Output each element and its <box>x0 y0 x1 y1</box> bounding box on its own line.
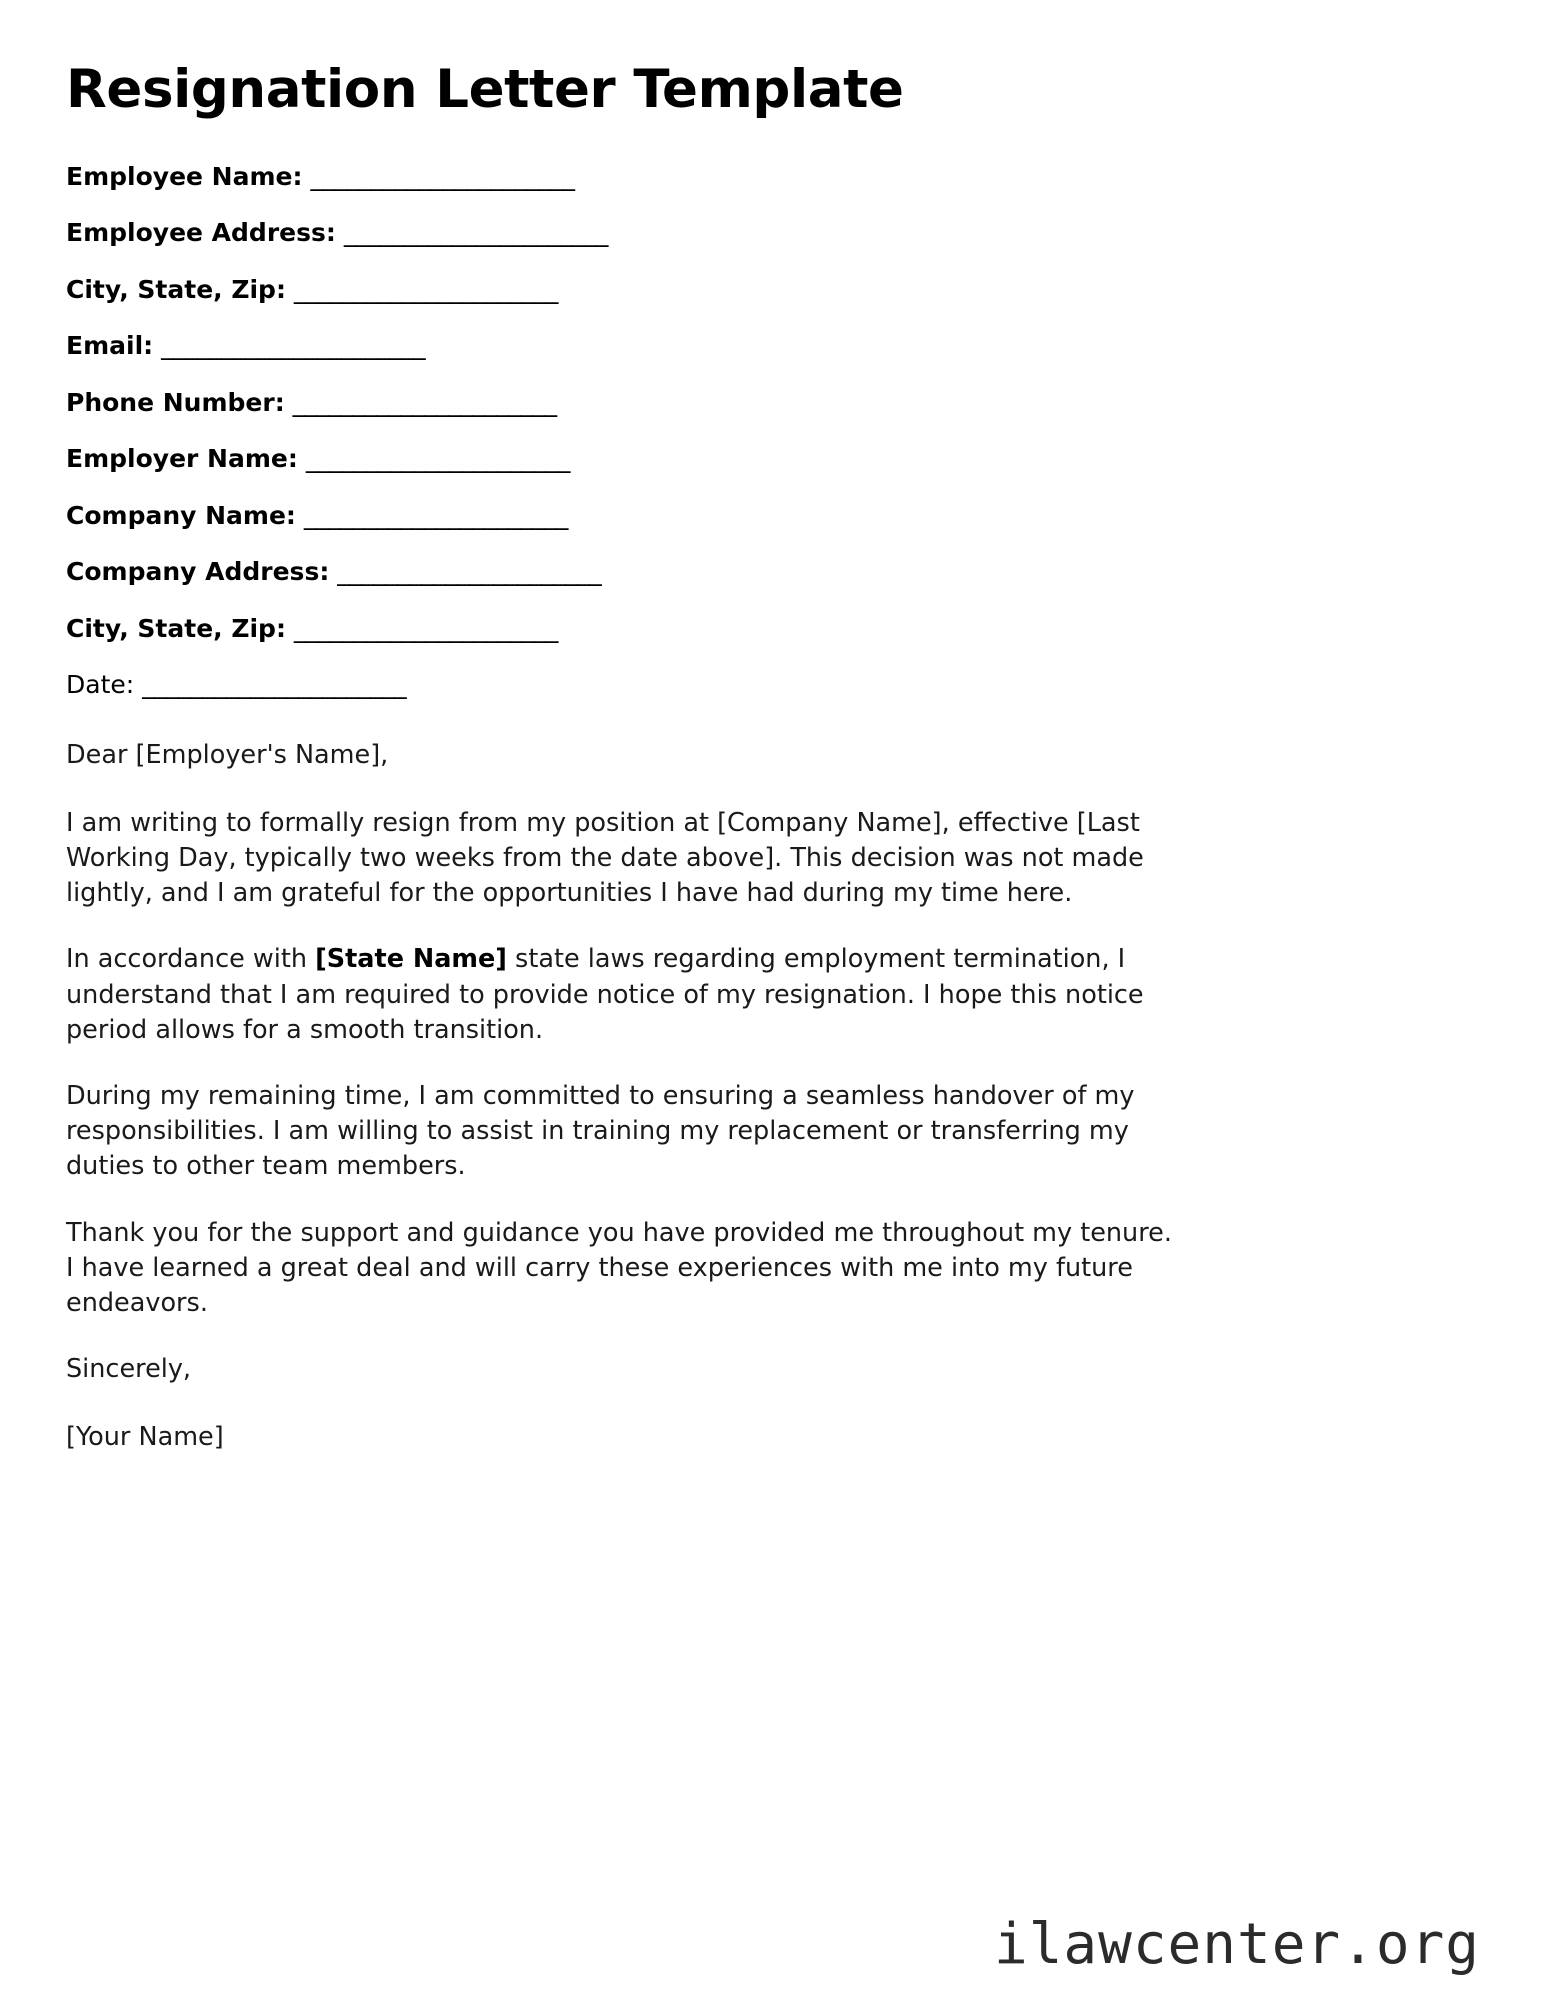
field-label-company-name: Company Name: <box>66 500 296 530</box>
field-label-email: Email: <box>66 331 154 361</box>
field-blank-company-name[interactable]: ______________________ <box>303 500 568 530</box>
field-label-date: Date: <box>66 670 135 700</box>
form-row-phone-number <box>66 388 1476 418</box>
footer-watermark: ilawcenter.org <box>993 1912 1480 1977</box>
paragraph-2-text-before-bold: In accordance with <box>66 944 316 975</box>
field-blank-employee-city-state-zip[interactable]: ______________________ <box>293 274 558 304</box>
form-row-company-city-state-zip <box>66 614 1476 644</box>
form-row-date <box>66 670 1476 700</box>
field-blank-company-city-state-zip[interactable]: ______________________ <box>293 613 558 643</box>
field-label-employee-name: Employee Name: <box>66 161 303 191</box>
field-label-employee-city-state-zip: City, State, Zip: <box>66 274 286 304</box>
letter-salutation: Dear [Employer's Name], <box>66 739 389 770</box>
form-fields-list <box>66 162 1476 700</box>
form-row-email <box>66 331 1476 361</box>
field-label-employer-name: Employer Name: <box>66 444 298 474</box>
form-row-company-name <box>66 501 1476 531</box>
letter-signature: [Your Name] <box>66 1422 224 1453</box>
page-title: Resignation Letter Template <box>66 59 904 120</box>
letter-paragraph-1: I am writing to formally resign from my position at [Company Name], effective [Last Working Day, typically two weeks from the date above]. This decision was not made lightly, and I am grateful for the opportunities I have had during my time here. <box>66 807 1144 909</box>
field-blank-employer-name[interactable]: ______________________ <box>305 444 570 474</box>
field-blank-employee-address[interactable]: ______________________ <box>343 218 608 248</box>
field-blank-employee-name[interactable]: ______________________ <box>310 161 575 191</box>
field-blank-phone-number[interactable]: ______________________ <box>292 387 557 417</box>
field-label-phone-number: Phone Number: <box>66 387 285 417</box>
paragraph-2-text-after-bold: state laws regarding employment termination, I understand that I am required to provide notice of my resignation. I hope this notice period allows for a smooth transition. <box>66 944 1144 1045</box>
form-row-employee-name <box>66 162 1476 192</box>
field-blank-date[interactable]: ______________________ <box>142 670 407 700</box>
form-row-employee-city-state-zip <box>66 275 1476 305</box>
form-row-employer-name <box>66 444 1476 474</box>
field-blank-email[interactable]: ______________________ <box>161 331 426 361</box>
state-name-placeholder: [State Name] <box>315 944 507 975</box>
field-blank-company-address[interactable]: ______________________ <box>337 557 602 587</box>
letter-closing: Sincerely, <box>66 1354 192 1385</box>
field-label-company-city-state-zip: City, State, Zip: <box>66 613 286 643</box>
letter-paragraph-2 <box>66 942 1186 1048</box>
letter-paragraph-3: During my remaining time, I am committed to ensuring a seamless handover of my responsibilities. I am willing to assist in training my replacement or transferring my duties to other team members. <box>66 1080 1135 1182</box>
form-row-employee-address <box>66 218 1476 248</box>
field-label-company-address: Company Address: <box>66 557 330 587</box>
form-row-company-address <box>66 557 1476 587</box>
document-content <box>66 59 1476 1455</box>
letter-paragraph-4: Thank you for the support and guidance you have provided me throughout my tenure. I have learned a great deal and will carry these experiences with me into my future endeavors. <box>66 1217 1172 1318</box>
field-label-employee-address: Employee Address: <box>66 218 336 248</box>
letter-body <box>66 738 1186 1456</box>
